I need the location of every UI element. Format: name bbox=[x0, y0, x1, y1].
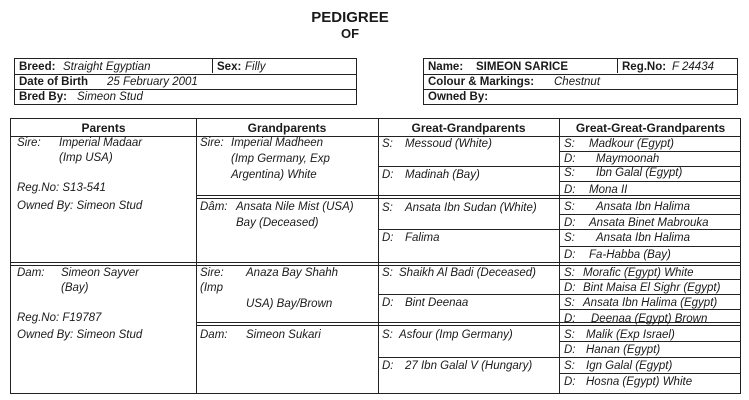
gp-sire-dam-label: Dâm: bbox=[200, 201, 228, 213]
gg-15-name: Ign Galal (Egypt) bbox=[586, 360, 673, 372]
great-1-label: S: bbox=[382, 138, 393, 150]
great-7-label: S: bbox=[382, 329, 393, 341]
great-3-label: S: bbox=[382, 202, 393, 214]
gg-6-label: D: bbox=[564, 217, 576, 229]
gp-dam-sire-line2: (Imp bbox=[200, 282, 223, 294]
gg-10-label: D: bbox=[564, 282, 576, 294]
gg-12-label: D: bbox=[564, 313, 576, 325]
great-6-name: Bint Deenaa bbox=[405, 297, 469, 309]
gg-5-label: S: bbox=[564, 201, 575, 213]
gg-15-label: S: bbox=[564, 360, 575, 372]
gp-dam-sire-label: Sire: bbox=[200, 267, 224, 279]
bred-by-value: Simeon Stud bbox=[77, 91, 143, 103]
sex-value: Filly bbox=[245, 61, 266, 73]
gg-9-label: S: bbox=[564, 267, 575, 279]
gg-8-label: D: bbox=[564, 249, 576, 261]
gg-3-name: Ibn Galal (Egypt) bbox=[596, 167, 683, 179]
name-label: Name: bbox=[428, 61, 464, 73]
dam-name: Simeon Sayver bbox=[61, 267, 139, 279]
great-7-name: Asfour (Imp Germany) bbox=[399, 329, 513, 341]
gg-14-name: Hanan (Egypt) bbox=[586, 344, 661, 356]
gg-16-name: Hosna (Egypt) White bbox=[586, 376, 693, 388]
pedigree-table bbox=[10, 118, 741, 394]
great-2-name: Madinah (Bay) bbox=[405, 169, 480, 181]
gg-13-name: Malik (Exp Israel) bbox=[586, 329, 675, 341]
gg-11-name: Ansata Ibn Halima (Egypt) bbox=[583, 297, 718, 309]
dam-owner: Owned By: Simeon Stud bbox=[17, 329, 143, 341]
dob-label: Date of Birth bbox=[19, 76, 88, 88]
gg-1-label: S: bbox=[564, 138, 575, 150]
gp-sire-sire-line2: (Imp Germany, Exp bbox=[231, 153, 330, 165]
gp-dam-sire-name: Anaza Bay Shahh bbox=[246, 267, 339, 279]
gp-dam-dam-label: Dam: bbox=[200, 329, 228, 341]
gg-1-name: Madkour (Egypt) bbox=[589, 138, 675, 150]
sire-name: Imperial Madaar bbox=[59, 137, 143, 149]
gp-sire-sire-line3: Argentina) White bbox=[231, 169, 317, 181]
great-8-label: D: bbox=[382, 360, 394, 372]
gg-5-name: Ansata Ibn Halima bbox=[596, 201, 690, 213]
sire-label: Sire: bbox=[17, 137, 41, 149]
colour-value: Chestnut bbox=[554, 76, 601, 88]
gg-7-name: Ansata Ibn Halima bbox=[596, 232, 690, 244]
owned-by-label: Owned By: bbox=[428, 91, 489, 103]
gg-4-label: D: bbox=[564, 184, 576, 196]
colour-label: Colour & Markings: bbox=[428, 76, 535, 88]
gg-7-label: S: bbox=[564, 232, 575, 244]
great-8-name: 27 Ibn Galal V (Hungary) bbox=[405, 360, 533, 372]
gp-dam-dam-name: Simeon Sukari bbox=[246, 329, 321, 341]
sex-label: Sex: bbox=[217, 61, 242, 73]
gp-sire-sire-label: Sire: bbox=[200, 137, 224, 149]
page-title: PEDIGREE bbox=[311, 9, 389, 26]
gg-11-label: S: bbox=[564, 297, 575, 309]
gg-4-name: Mona II bbox=[589, 184, 628, 196]
regno-value: F 24434 bbox=[672, 61, 714, 73]
gg-2-label: D: bbox=[564, 153, 576, 165]
horse-info-left bbox=[14, 58, 357, 105]
gg-3-label: S: bbox=[564, 167, 575, 179]
header-great-great-grandparents: Great-Great-Grandparents bbox=[575, 121, 726, 135]
gg-8-name: Fa-Habba (Bay) bbox=[589, 249, 671, 261]
great-5-label: S: bbox=[382, 267, 393, 279]
breed-label: Breed: bbox=[19, 61, 56, 73]
dam-label: Dam: bbox=[17, 267, 45, 279]
bred-by-label: Bred By: bbox=[19, 91, 67, 103]
gp-sire-dam-name: Ansata Nile Mist (USA) bbox=[236, 201, 354, 213]
dam-colour: (Bay) bbox=[61, 282, 89, 294]
gg-12-name: Deenaa (Egypt) Brown bbox=[591, 313, 708, 325]
great-4-name: Falima bbox=[405, 232, 440, 244]
gp-sire-dam-line2: Bay (Deceased) bbox=[236, 217, 319, 229]
great-6-label: D: bbox=[382, 297, 394, 309]
gg-10-name: Bint Maisa El Sighr (Egypt) bbox=[583, 282, 721, 294]
gg-2-name: Maymoonah bbox=[596, 153, 660, 165]
great-2-label: D: bbox=[382, 169, 394, 181]
horse-info-right bbox=[423, 58, 738, 105]
dam-regno: Reg.No: F19787 bbox=[17, 312, 102, 324]
great-5-name: Shaikh Al Badi (Deceased) bbox=[399, 267, 537, 279]
sire-owner: Owned By: Simeon Stud bbox=[17, 200, 143, 212]
sire-regno: Reg.No: S13-541 bbox=[17, 182, 106, 194]
great-3-name: Ansata Ibn Sudan (White) bbox=[405, 202, 537, 214]
gp-sire-sire-name: Imperial Madheen bbox=[231, 137, 324, 149]
gg-6-name: Ansata Binet Mabrouka bbox=[589, 217, 709, 229]
name-value: SIMEON SARICE bbox=[476, 61, 569, 73]
great-4-label: D: bbox=[382, 232, 394, 244]
dob-value: 25 February 2001 bbox=[107, 76, 198, 88]
great-1-name: Messoud (White) bbox=[405, 138, 492, 150]
header-grandparents: Grandparents bbox=[247, 121, 327, 135]
gg-13-label: S: bbox=[564, 329, 575, 341]
gp-dam-sire-line3: USA) Bay/Brown bbox=[246, 298, 333, 310]
header-great-grandparents: Great-Grandparents bbox=[411, 121, 526, 135]
page-subtitle: OF bbox=[340, 26, 360, 41]
sire-origin: (Imp USA) bbox=[59, 152, 113, 164]
gg-16-label: D: bbox=[564, 376, 576, 388]
gg-9-name: Morafic (Egypt) White bbox=[583, 267, 694, 279]
regno-label: Reg.No: bbox=[622, 61, 667, 73]
header-parents: Parents bbox=[81, 121, 126, 135]
breed-value: Straight Egyptian bbox=[63, 61, 151, 73]
gg-14-label: D: bbox=[564, 344, 576, 356]
